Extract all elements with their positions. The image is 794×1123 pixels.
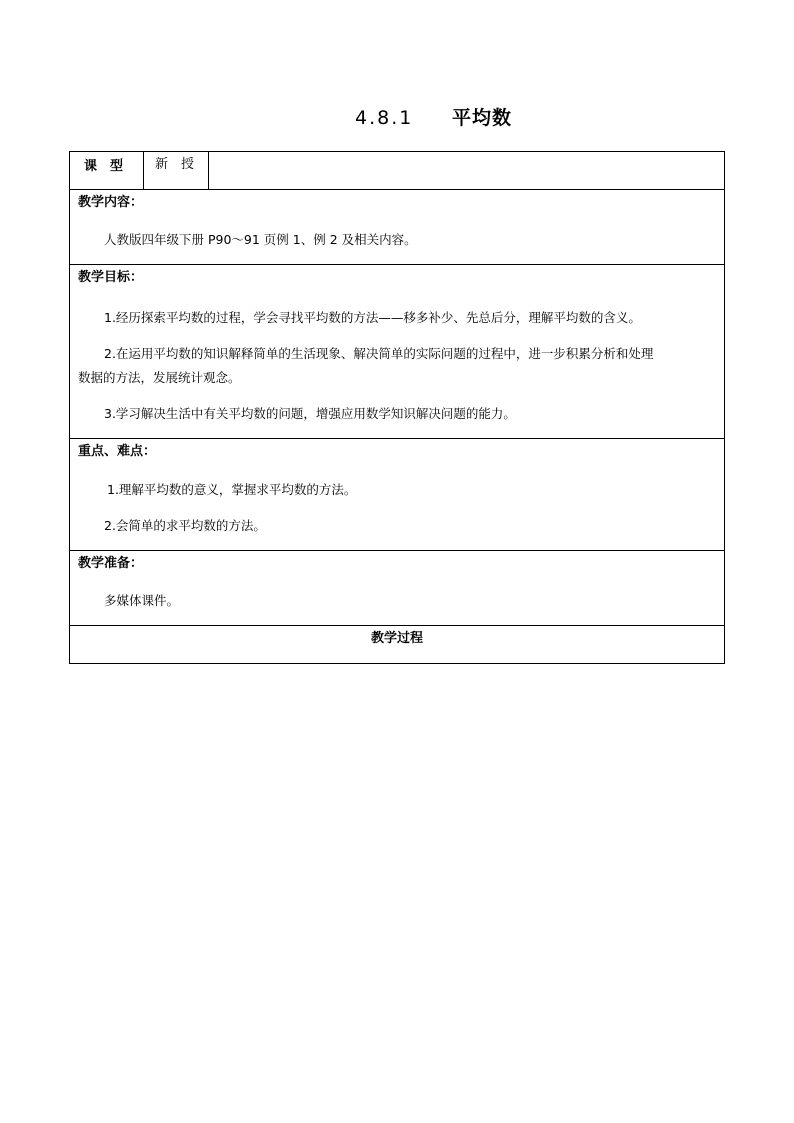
lesson-type-value-cell: [144, 152, 209, 189]
lesson-plan-table: [69, 151, 725, 664]
key-points-row: [70, 439, 724, 551]
document-title: [0, 103, 794, 133]
lesson-type-value: 新 授: [155, 157, 195, 172]
preparation-text: 多媒体课件。: [104, 593, 180, 608]
key-point-item: 2.会简单的求平均数的方法。: [104, 518, 266, 533]
lesson-type-label-cell: [70, 152, 144, 189]
objective-item: 1.经历探索平均数的过程，学会寻找平均数的方法——移多补少、先总后分，理解平均数的含义。: [104, 310, 641, 325]
lesson-type-label: 课 型: [84, 159, 124, 174]
process-heading: 教学过程: [370, 631, 423, 646]
lesson-name: 平均数: [452, 107, 513, 129]
key-points-heading: 重点、难点：: [78, 444, 157, 459]
lesson-number: 4.8.1: [355, 107, 414, 129]
preparation-heading: 教学准备：: [78, 556, 144, 571]
process-row: [70, 626, 724, 663]
objectives-row: [70, 265, 724, 439]
objective-item: 3.学习解决生活中有关平均数的问题，增强应用数学知识解决问题的能力。: [104, 406, 516, 421]
objective-item: 2.在运用平均数的知识解释简单的生活现象、解决简单的实际问题的过程中，进一步积累分析和处理: [104, 346, 654, 361]
content-row: [70, 190, 724, 265]
preparation-row: [70, 551, 724, 626]
lesson-type-row: [70, 152, 724, 190]
objective-item: 数据的方法，发展统计观念。: [78, 370, 241, 385]
key-point-item: 1.理解平均数的意义，掌握求平均数的方法。: [107, 482, 357, 497]
objectives-heading: 教学目标：: [78, 270, 144, 285]
content-text: 人教版四年级下册 P90～91 页例 1、例 2 及相关内容。: [104, 232, 417, 247]
content-heading: 教学内容：: [78, 195, 144, 210]
